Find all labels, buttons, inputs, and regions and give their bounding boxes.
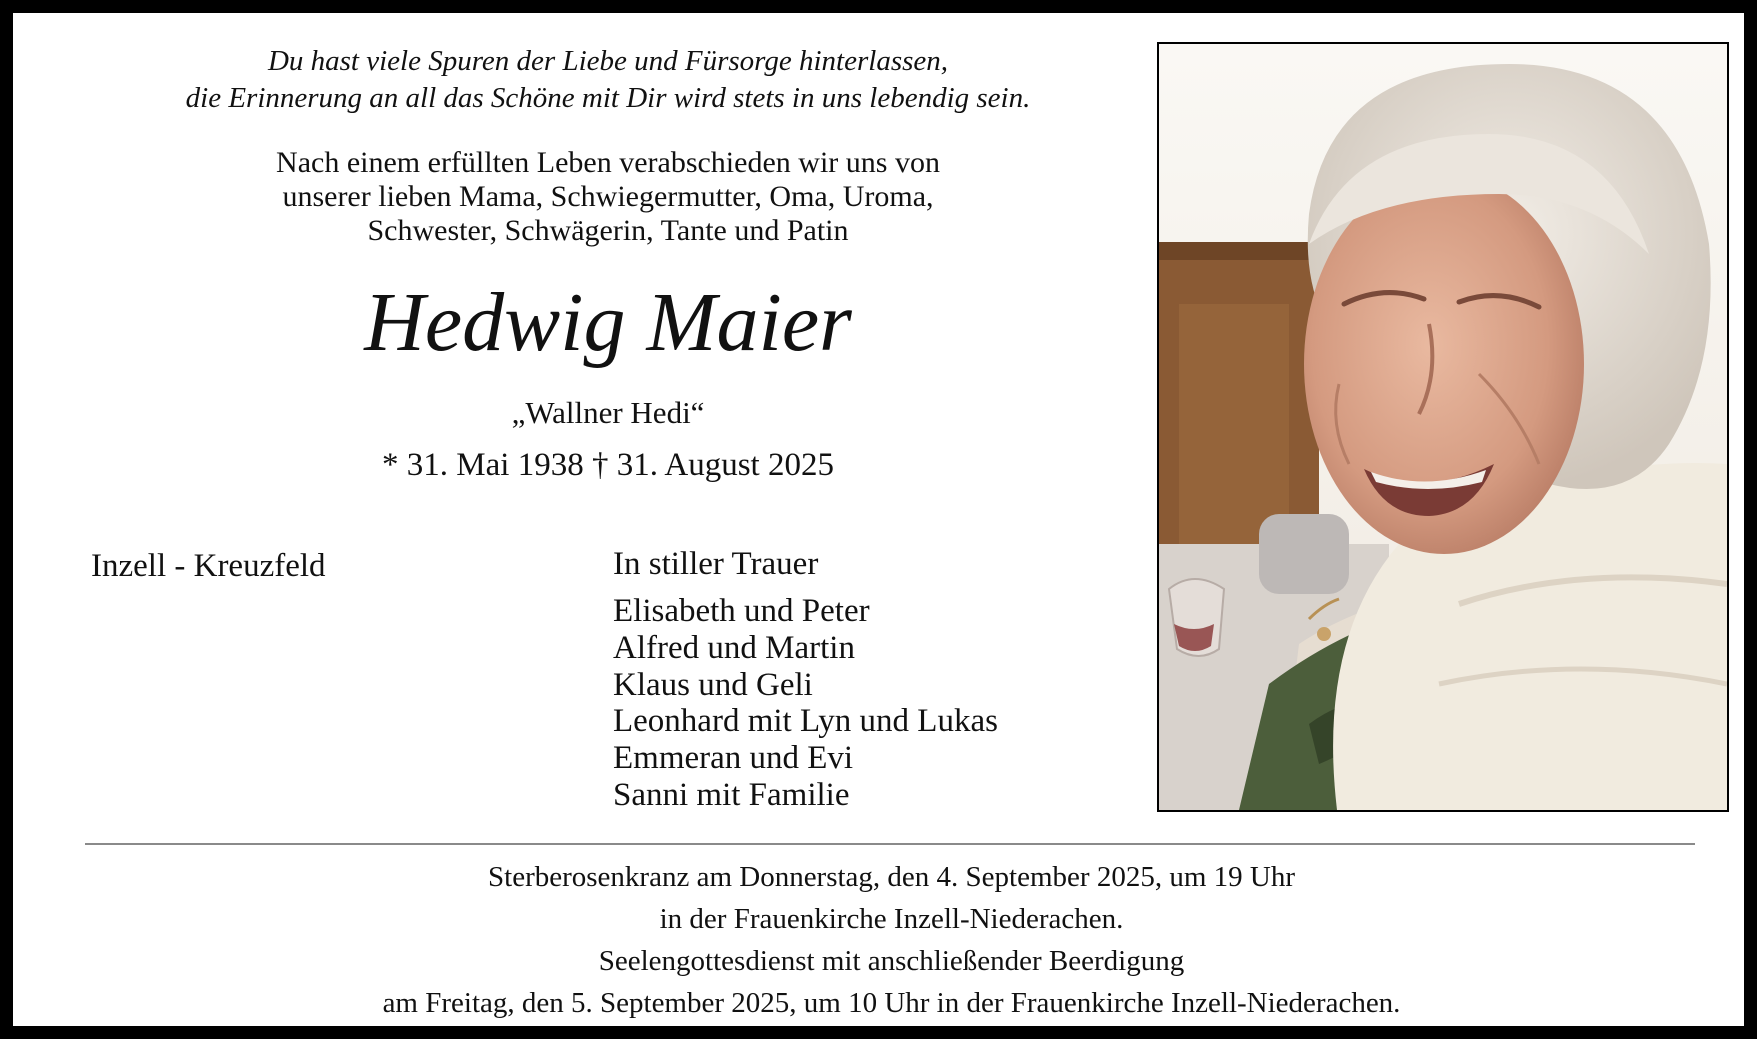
motto-line-1: Du hast viele Spuren der Liebe und Fürsorge hinterlassen, [267, 45, 949, 77]
intro-line-2: unserer lieben Mama, Schwiegermutter, Oma, Uroma, [282, 180, 934, 213]
portrait-illustration [1159, 44, 1727, 810]
portrait-photo [1157, 42, 1729, 812]
list-item: Leonhard mit Lyn und Lukas [613, 703, 998, 740]
service-line-3: Seelengottesdienst mit anschließender Beerdigung [598, 945, 1185, 977]
funeral-services [53, 856, 1730, 1024]
list-item: Elisabeth und Peter [613, 593, 870, 629]
list-item: Emmeran und Evi [613, 740, 854, 777]
motto-line-2: die Erinnerung an all das Schöne mit Dir wird stets in uns lebendig sein. [185, 82, 1031, 114]
service-line-1: Sterberosenkranz am Donnerstag, den 4. September 2025, um 19 Uhr [488, 861, 1295, 893]
intro-text [53, 146, 1163, 248]
deceased-nickname: „Wallner Hedi“ [511, 395, 705, 430]
service-line-4: am Freitag, den 5. September 2025, um 10 Uhr in der Frauenkirche Inzell-Niederachen. [382, 987, 1401, 1019]
list-item: Alfred und Martin [613, 629, 855, 666]
life-dates: * 31. Mai 1938 † 31. August 2025 [382, 447, 834, 483]
mourners-heading: In stiller Trauer [613, 546, 819, 582]
motto-verse [53, 43, 1163, 117]
deceased-name: Hedwig Maier [364, 276, 852, 369]
place-of-residence: Inzell - Kreuzfeld [91, 548, 326, 584]
intro-line-1: Nach einem erfüllten Leben verabschieden wir uns von [276, 146, 940, 179]
list-item: Klaus und Geli [613, 666, 813, 703]
list-item: Sanni mit Familie [613, 776, 850, 813]
intro-line-3: Schwester, Schwägerin, Tante und Patin [367, 214, 849, 247]
service-line-2: in der Frauenkirche Inzell-Niederachen. [659, 903, 1124, 935]
section-divider [85, 843, 1695, 845]
mourners-list [613, 593, 998, 814]
